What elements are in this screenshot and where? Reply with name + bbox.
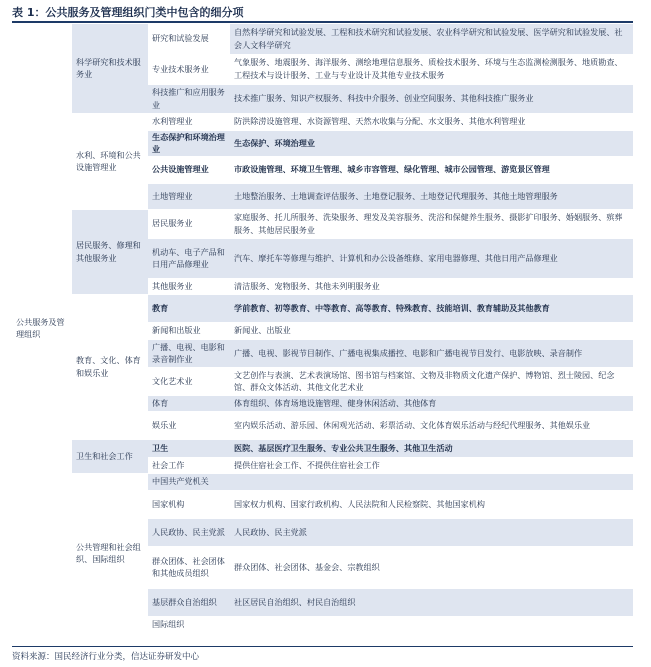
subcategory: 公共设施管理业: [148, 156, 230, 183]
subcategory: 人民政协、民主党派: [148, 518, 230, 546]
detail: 群众团体、社会团体、基金会、宗教组织: [230, 546, 633, 588]
subcategory: 居民服务业: [148, 209, 230, 238]
group-water: 水利、环境和公共设施管理业: [72, 113, 148, 209]
subcategory: 国家机构: [148, 490, 230, 518]
detail: 文艺创作与表演、艺术表演场馆、图书馆与档案馆、文物及非物质文化遗产保护、博物馆、烈士陵园、纪念馆、群众文体活动、其他文化艺术业: [230, 367, 633, 395]
detail: 医院、基层医疗卫生服务、专业公共卫生服务、其他卫生活动: [230, 439, 633, 457]
group-edu: 教育、文化、体育和娱乐业: [72, 294, 148, 439]
detail: 体育组织、体育场地设施管理、健身休闲活动、其他体育: [230, 395, 633, 411]
table-title: 表 1：公共服务及管理组织门类中包含的细分项: [12, 6, 244, 19]
table-row: [12, 439, 633, 457]
table-row: [12, 24, 633, 54]
group-health: 卫生和社会工作: [72, 439, 148, 473]
detail: 防洪除涝设施管理、水资源管理、天然水收集与分配、水文服务、其他水利管理业: [230, 113, 633, 130]
detail: 家庭服务、托儿所服务、洗染服务、理发及美容服务、洗浴和保健养生服务、摄影扩印服务、婚姻服务、殡葬服务、其他居民服务业: [230, 209, 633, 238]
table-row: [12, 209, 633, 238]
detail: 广播、电视、影视节目制作、广播电视集成播控、电影和广播电视节目发行、电影放映、录音制作: [230, 339, 633, 367]
detail: 新闻业、出版业: [230, 322, 633, 339]
detail: [230, 473, 633, 490]
detail: 市政设施管理、环境卫生管理、城乡市容管理、绿化管理、城市公园管理、游览景区管理: [230, 156, 633, 183]
subcategory: 国际组织: [148, 616, 230, 633]
detail: 国家权力机构、国家行政机构、人民法院和人民检察院、其他国家机构: [230, 490, 633, 518]
subcategory: 群众团体、社会团体和其他成员组织: [148, 546, 230, 588]
source-note: 资料来源：国民经济行业分类，信达证券研发中心: [12, 652, 200, 662]
subcategory: 中国共产党机关: [148, 473, 230, 490]
subcategory: 新闻和出版业: [148, 322, 230, 339]
subcategory: 水利管理业: [148, 113, 230, 130]
detail: 室内娱乐活动、游乐园、休闲观光活动、彩票活动、文化体育娱乐活动与经纪代理服务、其他娱乐业: [230, 411, 633, 439]
subcategory: 卫生: [148, 439, 230, 457]
detail: 技术推广服务、知识产权服务、科技中介服务、创业空间服务、其他科技推广服务业: [230, 84, 633, 113]
detail: 土地整治服务、土地调查评估服务、土地登记服务、土地登记代理服务、其他土地管理服务: [230, 183, 633, 209]
subcategory: 教育: [148, 294, 230, 322]
detail: 自然科学研究和试验发展、工程和技术研究和试验发展、农业科学研究和试验发展、医学研究和试验发展、社会人文科学研究: [230, 24, 633, 54]
detail: 学前教育、初等教育、中等教育、高等教育、特殊教育、技能培训、教育辅助及其他教育: [230, 294, 633, 322]
detail: 气象服务、地震服务、海洋服务、测绘地理信息服务、质检技术服务、环境与生态监测检测服务、地质勘查、工程技术与设计服务、工业与专业设计及其他专业技术服务: [230, 54, 633, 84]
group-admin: 公共管理和社会组织、国际组织: [72, 473, 148, 633]
detail: 生态保护、环境治理业: [230, 130, 633, 156]
group-resident: 居民服务、修理和其他服务业: [72, 209, 148, 294]
subcategory: 科技推广和应用服务业: [148, 84, 230, 113]
source-rule: [12, 646, 633, 647]
subcategory: 基层群众自治组织: [148, 588, 230, 616]
table-row: [12, 294, 633, 322]
subcategory: 娱乐业: [148, 411, 230, 439]
detail: 清洁服务、宠物服务、其他未列明服务业: [230, 278, 633, 294]
detail: [230, 616, 633, 633]
table-row: [12, 473, 633, 490]
detail: 社区居民自治组织、村民自治组织: [230, 588, 633, 616]
detail: 提供住宿社会工作、不提供住宿社会工作: [230, 457, 633, 473]
subcategory: 生态保护和环境治理业: [148, 130, 230, 156]
detail: 汽车、摩托车等修理与维护、计算机和办公设备维修、家用电器修理、其他日用产品修理业: [230, 238, 633, 278]
subcategory: 广播、电视、电影和录音制作业: [148, 339, 230, 367]
subcategory: 文化艺术业: [148, 367, 230, 395]
detail: 人民政协、民主党派: [230, 518, 633, 546]
group-sci: 科学研究和技术服务业: [72, 24, 148, 113]
title-rule: [12, 21, 633, 23]
subcategory: 社会工作: [148, 457, 230, 473]
table-row: [12, 113, 633, 130]
level1-category: 公共服务及管理组织: [12, 24, 72, 633]
subcategory: 研究和试验发展: [148, 24, 230, 54]
subcategory: 机动车、电子产品和日用产品修理业: [148, 238, 230, 278]
industry-classification-table: [12, 24, 633, 634]
subcategory: 专业技术服务业: [148, 54, 230, 84]
subcategory: 体育: [148, 395, 230, 411]
subcategory: 其他服务业: [148, 278, 230, 294]
subcategory: 土地管理业: [148, 183, 230, 209]
